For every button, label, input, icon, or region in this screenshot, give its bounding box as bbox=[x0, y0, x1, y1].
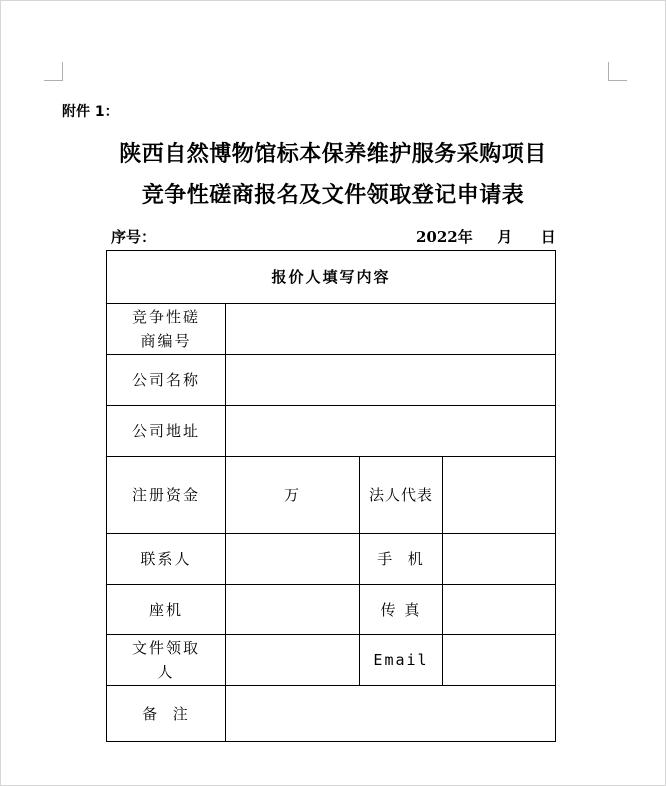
table-row bbox=[107, 251, 556, 304]
fax-label: 传 真 bbox=[360, 585, 443, 635]
table-row bbox=[107, 686, 556, 742]
table-row bbox=[107, 585, 556, 635]
table-row bbox=[107, 534, 556, 585]
date-year: 2022年 bbox=[416, 228, 473, 246]
remarks-field[interactable] bbox=[226, 686, 556, 742]
mobile-field[interactable] bbox=[443, 534, 556, 585]
doc-receiver-field[interactable] bbox=[226, 635, 360, 686]
capital-unit: 万 bbox=[283, 486, 301, 504]
document-title-line2: 竞争性磋商报名及文件领取登记申请表 bbox=[141, 182, 525, 208]
table-row bbox=[107, 355, 556, 406]
email-label: Email bbox=[360, 635, 443, 686]
email-field[interactable] bbox=[443, 635, 556, 686]
serial-label: 序号： bbox=[111, 228, 157, 246]
company-name-field[interactable] bbox=[226, 355, 556, 406]
table-row bbox=[107, 635, 556, 686]
document-title-line1: 陕西自然博物馆标本保养维护服务采购项目 bbox=[119, 141, 547, 167]
contact-field[interactable] bbox=[226, 534, 360, 585]
table-header: 报价人填写内容 bbox=[107, 251, 556, 304]
landline-label: 座机 bbox=[107, 585, 226, 635]
registered-capital-field[interactable] bbox=[226, 457, 360, 534]
mobile-label: 手 机 bbox=[360, 534, 443, 585]
doc-receiver-label: 文件领取人 bbox=[107, 635, 226, 686]
table-row bbox=[107, 406, 556, 457]
negotiator-no-field[interactable] bbox=[226, 304, 556, 355]
remarks-label: 备 注 bbox=[107, 686, 226, 742]
date-month: 月 bbox=[497, 228, 513, 246]
margin-corner-top-left bbox=[44, 62, 63, 81]
company-address-label: 公司地址 bbox=[107, 406, 226, 457]
fax-field[interactable] bbox=[443, 585, 556, 635]
attachment-label: 附件 1： bbox=[62, 104, 119, 120]
legal-rep-label: 法人代表 bbox=[360, 457, 443, 534]
negotiator-no-label: 竞争性磋商编号 bbox=[107, 304, 226, 355]
table-row bbox=[107, 457, 556, 534]
margin-corner-top-right bbox=[608, 62, 627, 81]
contact-label: 联系人 bbox=[107, 534, 226, 585]
company-name-label: 公司名称 bbox=[107, 355, 226, 406]
registered-capital-label: 注册资金 bbox=[107, 457, 226, 534]
registration-form-table bbox=[106, 250, 556, 742]
company-address-field[interactable] bbox=[226, 406, 556, 457]
landline-field[interactable] bbox=[226, 585, 360, 635]
date-line bbox=[416, 226, 556, 247]
date-day: 日 bbox=[540, 228, 556, 246]
table-row bbox=[107, 304, 556, 355]
legal-rep-field[interactable] bbox=[443, 457, 556, 534]
